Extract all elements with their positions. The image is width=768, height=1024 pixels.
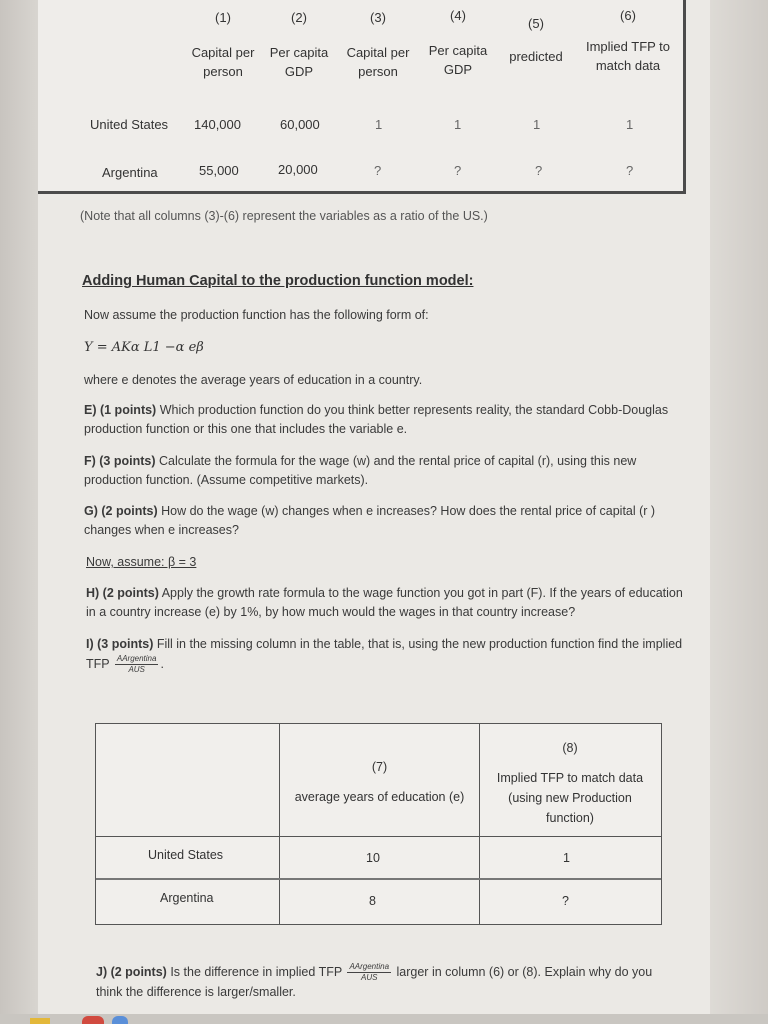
col-3-header: (3) Capital per person: [346, 10, 410, 79]
t2-cell-ar-tfp: ?: [562, 894, 569, 908]
cell-us-1: 140,000: [194, 117, 241, 132]
taskbar-icon[interactable]: [112, 1016, 128, 1024]
document-page: [38, 0, 710, 1024]
question-h: H) (2 points) Apply the growth rate formula to the wage function you got in part (F). If the years of education in a country increase (e) by 1%, by how much would the wages in that country increase?: [86, 586, 683, 619]
table-note: (Note that all columns (3)-(6) represent the variables as a ratio of the US.): [80, 209, 488, 223]
col-1-header: (1) Capital per person: [191, 10, 255, 79]
data-table-2: [95, 723, 662, 925]
cell-ar-3: ?: [374, 163, 382, 178]
question-g: G) (2 points) How do the wage (w) changes when e increases? How does the rental price of capital (r ) changes when e increases?: [84, 504, 656, 537]
col-7-header: (7) average years of education (e): [294, 760, 465, 804]
taskbar-icon[interactable]: [30, 1018, 50, 1024]
taskbar-icon[interactable]: [82, 1016, 104, 1024]
question-j: J) (2 points) Is the difference in implied TFP $\frac{\text{AArgentina}}{\text{AUS}}$ larger in column (6) or (8). Explain why do you think the difference is larger/smaller.: [96, 962, 653, 999]
production-function-formula: Y = AKα L1 −α eβ: [84, 340, 204, 355]
cell-us-5: 1: [533, 117, 541, 132]
monitor-bezel-left: [0, 0, 38, 1024]
tfp-ratio-fraction-j: $\frac{\text{AArgentina}}{\text{AUS}}$: [349, 962, 390, 982]
cell-ar-2: 20,000: [278, 162, 318, 177]
col-2-header: (2) Per capita GDP: [269, 10, 329, 79]
col-5-header: (5) predicted: [509, 16, 563, 64]
cell-ar-1: 55,000: [199, 163, 239, 178]
intro-text: Now assume the production function has the following form of:: [84, 308, 429, 322]
data-table-1: [38, 0, 686, 194]
where-text: where e denotes the average years of education in a country.: [84, 373, 423, 387]
cell-us-4: 1: [454, 117, 462, 132]
cell-us-2: 60,000: [280, 117, 320, 132]
t2-cell-us-tfp: 1: [563, 851, 570, 865]
row-country-argentina: Argentina: [102, 165, 158, 180]
cell-us-6: 1: [626, 117, 634, 132]
cell-us-3: 1: [375, 117, 383, 132]
cell-ar-5: ?: [535, 163, 543, 178]
col-8-header: (8) Implied TFP to match data (using new Production function): [496, 741, 644, 825]
col-4-header: (4) Per capita GDP: [428, 8, 488, 77]
cell-ar-6: ?: [626, 163, 634, 178]
question-e: E) (1 points) Which production function do you think better represents reality, the standard Cobb-Douglas production function or this one that includes the variable e.: [84, 403, 669, 436]
t2-cell-us-edu: 10: [366, 851, 380, 865]
question-f: F) (3 points) Calculate the formula for the wage (w) and the rental price of capital (r), using this new production function. (Assume competitive markets).: [84, 454, 637, 487]
cell-ar-4: ?: [454, 163, 462, 178]
t2-row-country-us: United States: [148, 848, 224, 862]
t2-cell-ar-edu: 8: [369, 894, 376, 908]
monitor-bezel-right: [708, 0, 768, 1024]
tfp-ratio-fraction: $\frac{\text{AArgentina}}{\text{AUS}}$: [116, 654, 157, 674]
row-country-us: United States: [90, 117, 169, 132]
assume-beta: Now, assume: β = 3: [86, 555, 197, 569]
col-6-header: (6) Implied TFP to match data: [585, 8, 671, 73]
question-i: I) (3 points) Fill in the missing column in the table, that is, using the new production function find the implied TFP $\frac{\text{AArgentina}}{\text{AUS}}$ .: [86, 637, 683, 674]
t2-row-country-argentina: Argentina: [160, 891, 214, 905]
section-title: Adding Human Capital to the production function model:: [82, 273, 474, 289]
